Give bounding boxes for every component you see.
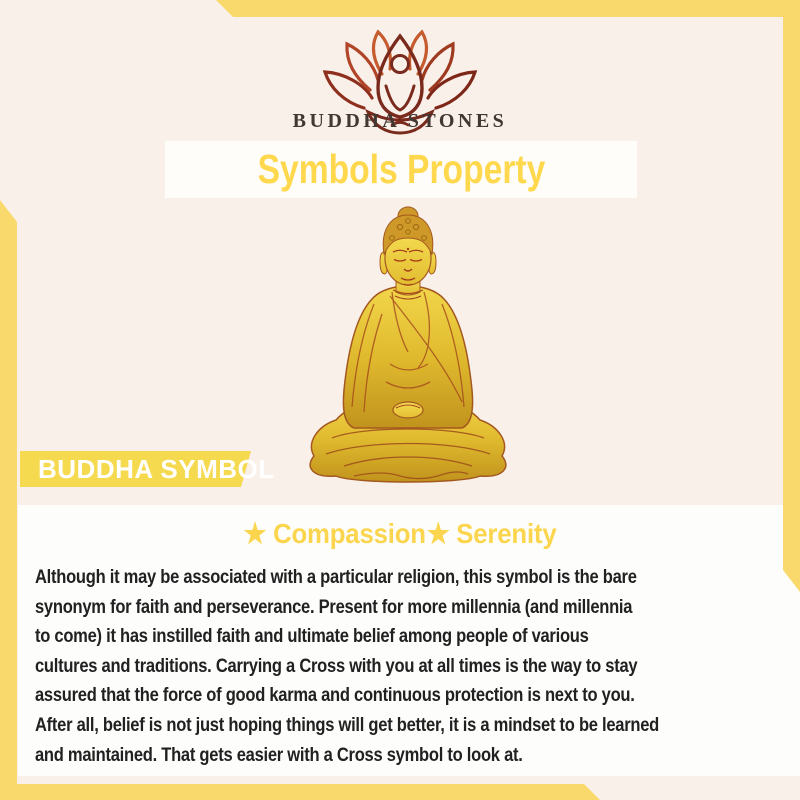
paragraph-line: assured that the force of good karma and continuous protection is next to you. — [35, 685, 635, 707]
title-banner — [165, 141, 637, 198]
paragraph-line: to come) it has instilled faith and ultimate belief among people of various — [35, 626, 589, 648]
badge-label: BUDDHA SYMBOL — [38, 453, 275, 484]
paragraph-line: and maintained. That gets easier with a Cross symbol to look at. — [35, 744, 523, 766]
top-ribbon — [216, 0, 800, 17]
left-ribbon — [0, 200, 17, 800]
paragraph-line: Although it may be associated with a particular religion, this symbol is the bare — [35, 567, 637, 588]
paragraph-line: After all, belief is not just hoping things will get better, it is a mindset to be learned — [35, 714, 660, 736]
bottom-ribbon — [0, 784, 600, 800]
properties-line — [32, 517, 768, 550]
buddha-hands — [393, 402, 423, 418]
property-serenity: Serenity — [456, 518, 557, 549]
right-ribbon — [783, 0, 800, 592]
brand-name: BUDDHA STONES — [292, 110, 508, 132]
golden-buddha-illustration — [292, 202, 524, 494]
star-icon: ★ — [243, 518, 267, 549]
page-title: Symbols Property — [257, 146, 545, 192]
paragraph-line: synonym for faith and perseverance. Present for more millennia (and millennia — [35, 596, 633, 618]
paragraph-line: cultures and traditions. Carrying a Cross with you at all times is the way to stay — [35, 655, 638, 677]
description-paragraph — [35, 563, 659, 770]
property-compassion: Compassion — [273, 518, 426, 549]
star-icon: ★ — [426, 518, 450, 549]
buddha-symbol-badge — [20, 450, 275, 488]
